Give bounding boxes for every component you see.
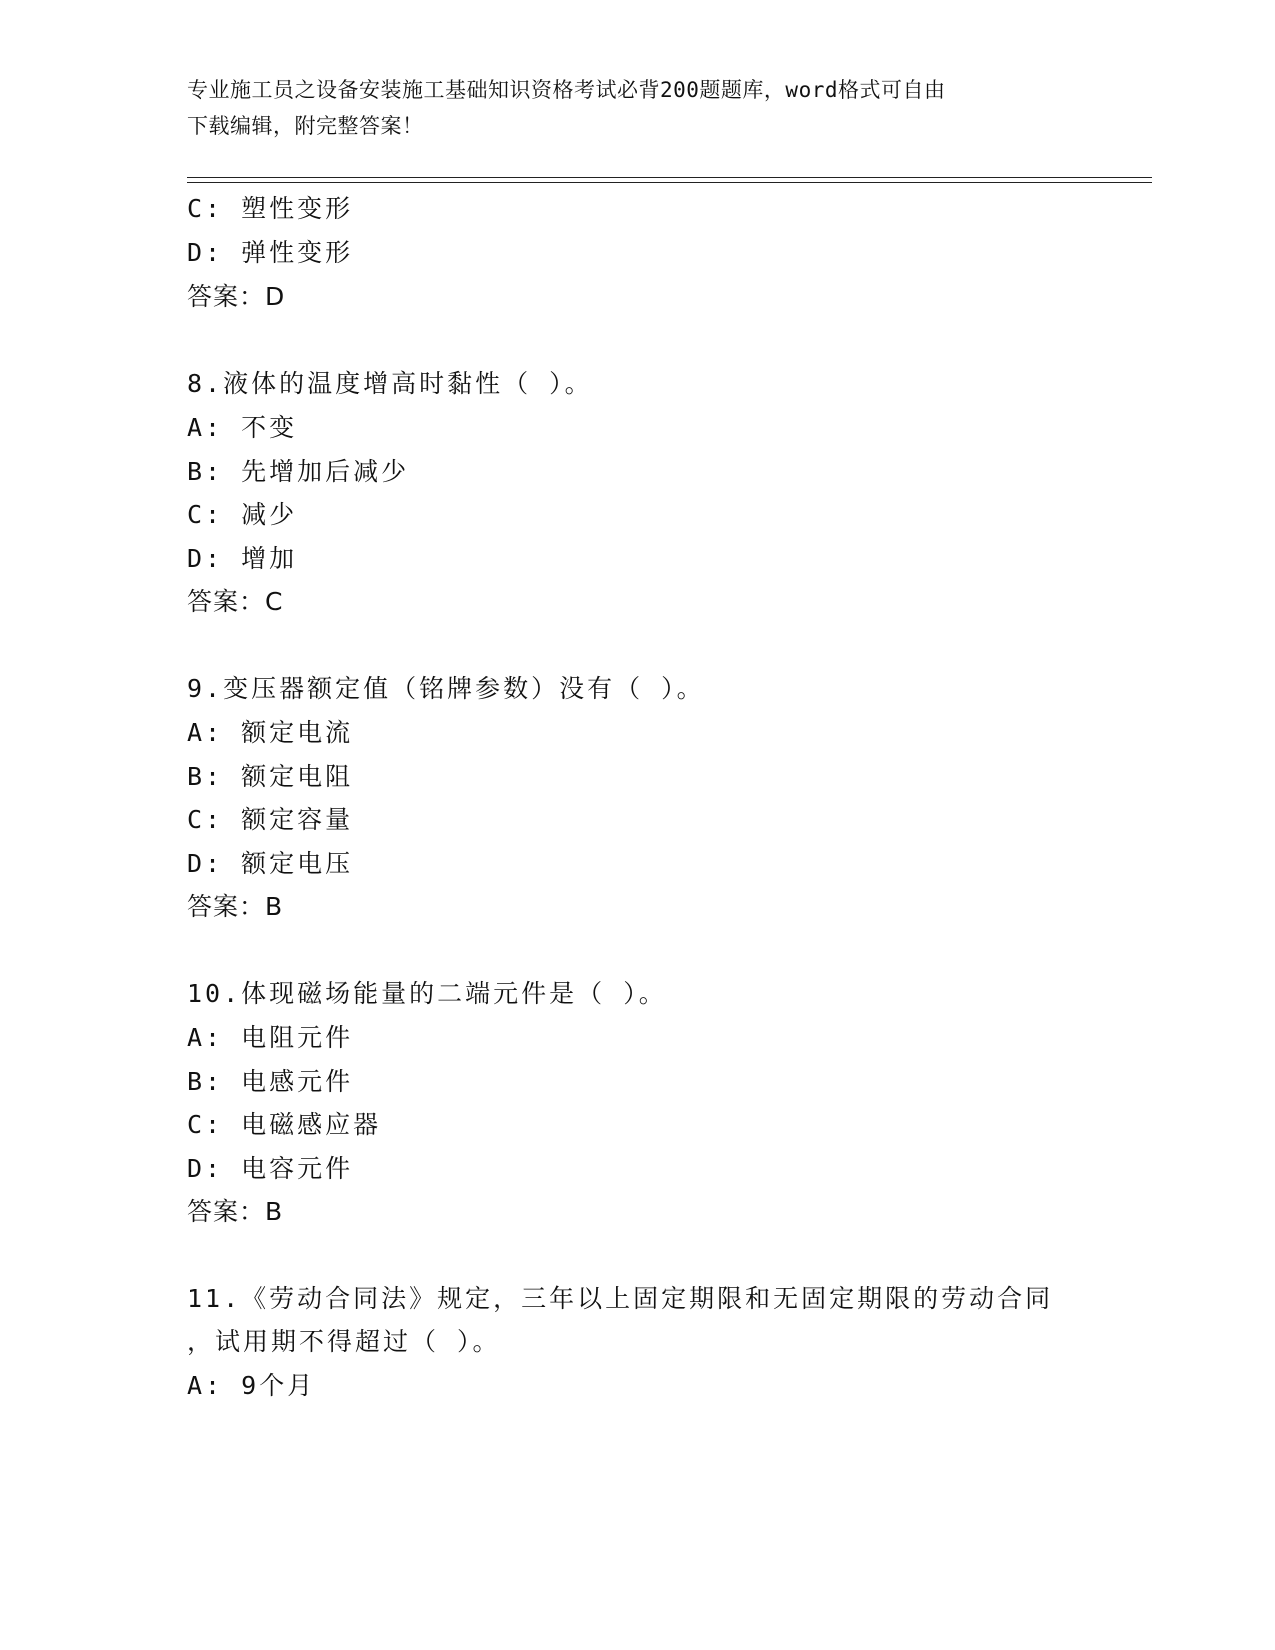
header-title-line-1: 专业施工员之设备安装施工基础知识资格考试必背200题题库，word格式可自由: [187, 78, 946, 102]
q11-stem-line-1: 11.《劳动合同法》规定，三年以上固定期限和无固定期限的劳动合同: [187, 1284, 1054, 1313]
q10-option-c: C: 电磁感应器: [187, 1110, 382, 1139]
header-title-line-2: 下载编辑，附完整答案！: [187, 114, 424, 138]
q11-option-a: A: 9个月: [187, 1371, 316, 1400]
header-divider-bottom: [187, 182, 1152, 183]
q9-answer: 答案：B: [187, 892, 284, 921]
q10-stem: 10.体现磁场能量的二端元件是（ ）。: [187, 979, 667, 1008]
q10-option-b: B: 电感元件: [187, 1067, 354, 1096]
q9-option-b: B: 额定电阻: [187, 762, 354, 791]
q7-option-c: C: 塑性变形: [187, 194, 354, 223]
q10-answer: 答案：B: [187, 1197, 284, 1226]
q9-option-a: A: 额定电流: [187, 718, 354, 747]
header-divider-top: [187, 177, 1152, 178]
q8-option-d: D: 增加: [187, 544, 298, 573]
q8-option-c: C: 减少: [187, 500, 298, 529]
q9-stem: 9.变压器额定值（铭牌参数）没有（ ）。: [187, 674, 705, 703]
q10-option-d: D: 电容元件: [187, 1154, 354, 1183]
q8-option-a: A: 不变: [187, 413, 298, 442]
q8-answer: 答案：C: [187, 587, 284, 616]
q11-stem-line-2: ，试用期不得超过（ ）。: [187, 1327, 501, 1356]
document-header: [187, 72, 1087, 144]
q7-option-d: D: 弹性变形: [187, 238, 354, 267]
q8-option-b: B: 先增加后减少: [187, 457, 410, 486]
q9-option-d: D: 额定电压: [187, 849, 354, 878]
q8-stem: 8.液体的温度增高时黏性（ ）。: [187, 369, 593, 398]
q10-option-a: A: 电阻元件: [187, 1023, 354, 1052]
q7-answer: 答案：D: [187, 282, 286, 311]
q9-option-c: C: 额定容量: [187, 805, 354, 834]
